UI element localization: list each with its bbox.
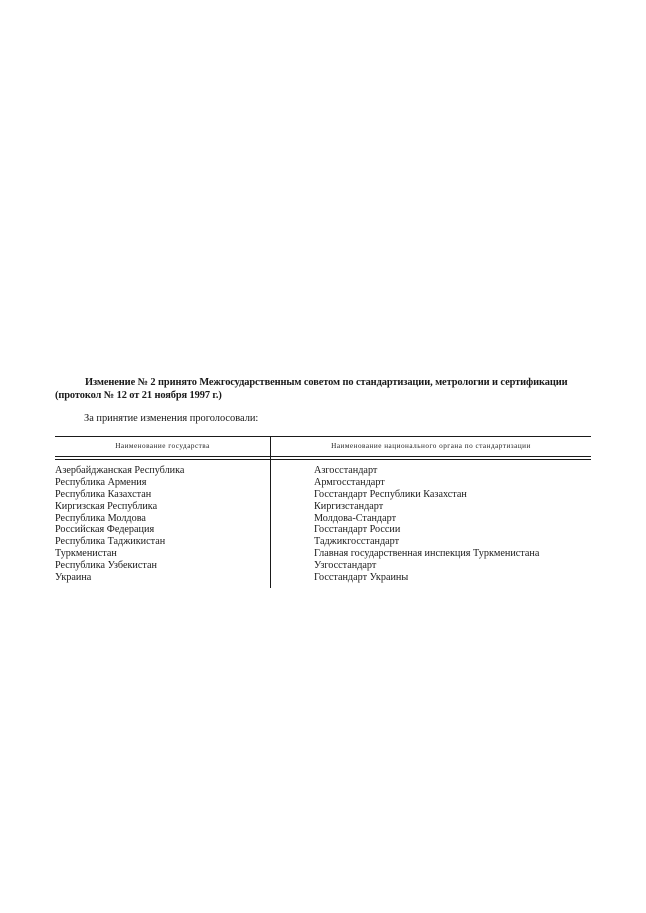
state-name-cell: Туркменистан — [55, 548, 117, 560]
table-header-rule-double — [55, 459, 591, 460]
voting-table — [55, 436, 591, 588]
table-row — [55, 513, 591, 525]
table-row — [55, 536, 591, 548]
standards-body-cell: Узгосстандарт — [314, 560, 377, 572]
table-row — [55, 560, 591, 572]
table-row — [55, 465, 591, 477]
standards-body-cell: Госстандарт России — [314, 524, 401, 536]
table-top-rule — [55, 436, 591, 437]
table-row — [55, 489, 591, 501]
table-row — [55, 477, 591, 489]
standards-body-cell: Госстандарт Украины — [314, 572, 409, 584]
vote-note: За принятие изменения проголосовали: — [84, 413, 259, 424]
state-name-cell: Азербайджанская Республика — [55, 465, 185, 476]
amendment-heading — [55, 377, 595, 402]
table-row — [55, 548, 591, 560]
state-name-cell: Киргизская Республика — [55, 500, 158, 512]
standards-body-cell: Азгосстандарт — [314, 465, 378, 476]
table-row — [55, 501, 591, 513]
state-name-cell: Республика Молдова — [55, 512, 146, 524]
state-name-cell: Украина — [55, 572, 92, 584]
table-header-rule — [55, 456, 591, 457]
state-name-cell: Республика Казахстан — [55, 488, 152, 500]
amendment-heading-line-1: Изменение № 2 принято Межгосударственным советом по стандартизации, метрологии и сертификации — [85, 377, 568, 388]
state-name-cell: Республика Узбекистан — [55, 560, 157, 572]
state-name-cell: Республика Таджикистан — [55, 536, 166, 548]
standards-body-cell: Госстандарт Республики Казахстан — [314, 488, 467, 500]
column-header-state: Наименование государства — [115, 442, 210, 450]
state-name-cell: Российская Федерация — [55, 524, 155, 536]
standards-body-cell: Армгосстандарт — [314, 476, 385, 488]
table-row — [55, 524, 591, 536]
table-body — [55, 465, 591, 584]
standards-body-cell: Молдова-Стандарт — [314, 512, 397, 524]
table-row — [55, 572, 591, 584]
state-name-cell: Республика Армения — [55, 476, 147, 488]
column-header-standards-body: Наименование национального органа по стандартизации — [331, 442, 531, 450]
standards-body-cell: Таджикгосстандарт — [314, 536, 400, 548]
amendment-heading-line-2: (протокол № 12 от 21 ноября 1997 г.) — [55, 389, 222, 401]
standards-body-cell: Киргизстандарт — [314, 500, 384, 512]
standards-body-cell: Главная государственная инспекция Туркменистана — [314, 548, 540, 560]
